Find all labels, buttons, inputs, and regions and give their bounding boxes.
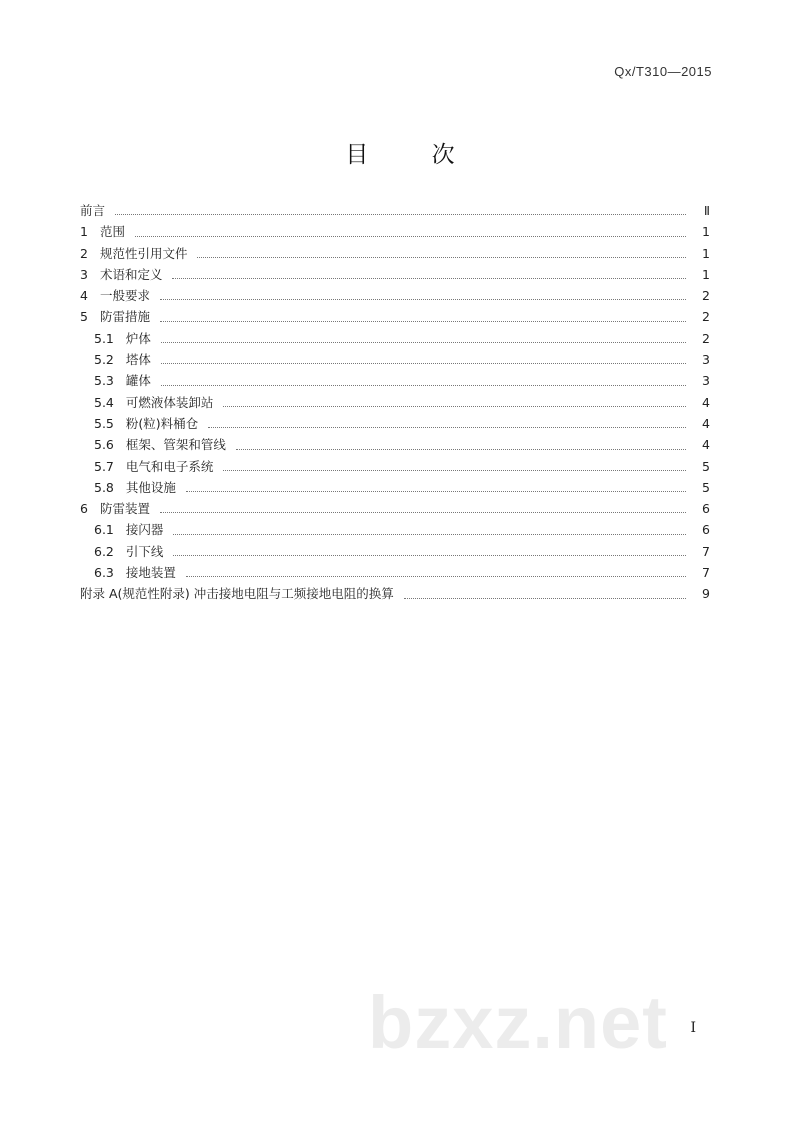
toc-entry-page: Ⅱ <box>703 203 710 218</box>
toc-entry-page: 2 <box>702 330 710 346</box>
toc-entry-number: 5.4 <box>94 394 114 410</box>
page-number: I <box>690 1020 696 1036</box>
dot-leader <box>173 555 686 556</box>
toc-entry-label: 其他设施 <box>125 479 176 495</box>
toc-entry[interactable] <box>80 562 710 583</box>
toc-entry-label: 炉体 <box>125 330 151 346</box>
toc-entry-page: 5 <box>702 479 710 495</box>
page-title: 目 次 <box>345 142 483 168</box>
toc-entry-page: 7 <box>702 565 710 581</box>
toc-entry-number: 3 <box>80 266 88 282</box>
toc-entry-page: 7 <box>702 543 710 559</box>
toc-entry-label: 防雷装置 <box>99 501 150 517</box>
toc-entry-page: 1 <box>702 224 710 240</box>
toc-entry-label: 前言 <box>80 203 106 218</box>
dot-leader <box>135 236 686 237</box>
toc-entry[interactable] <box>80 349 710 370</box>
toc-entry[interactable] <box>80 434 710 455</box>
standard-code: Qx/T310—2015 <box>614 64 712 79</box>
dot-leader <box>172 278 686 279</box>
toc-entry-page: 4 <box>702 437 710 453</box>
toc-entry-page: 2 <box>702 309 710 325</box>
table-of-contents <box>80 200 710 605</box>
dot-leader <box>186 576 686 577</box>
toc-entry[interactable] <box>80 583 710 604</box>
toc-entry[interactable] <box>80 370 710 391</box>
toc-entry[interactable] <box>80 392 710 413</box>
toc-entry-number: 1 <box>80 224 88 240</box>
toc-entry-number: 5.2 <box>94 352 114 368</box>
toc-entry-number: 2 <box>80 245 88 261</box>
toc-entry-label: 术语和定义 <box>99 266 163 282</box>
toc-entry-label: 规范性引用文件 <box>99 245 188 261</box>
dot-leader <box>404 598 686 599</box>
dot-leader <box>236 449 686 450</box>
toc-entry-page: 6 <box>702 522 710 538</box>
toc-entry-page: 4 <box>702 415 710 431</box>
dot-leader <box>115 214 686 215</box>
toc-entry-label: 接闪器 <box>125 522 164 538</box>
toc-entry-label: 罐体 <box>125 373 151 389</box>
toc-entry-number: 5.5 <box>94 415 114 431</box>
toc-entry-page: 4 <box>702 394 710 410</box>
dot-leader <box>161 363 686 364</box>
toc-entry-number: 6.2 <box>94 543 114 559</box>
dot-leader <box>223 470 686 471</box>
toc-entry[interactable] <box>80 456 710 477</box>
toc-entry-page: 3 <box>702 373 710 389</box>
toc-entry-label: 电气和电子系统 <box>125 458 214 474</box>
toc-entry[interactable] <box>80 541 710 562</box>
toc-entry[interactable] <box>80 413 710 434</box>
toc-entry-label: 一般要求 <box>99 288 150 304</box>
toc-entry[interactable] <box>80 200 710 221</box>
toc-entry[interactable] <box>80 328 710 349</box>
toc-entry-label: 接地装置 <box>125 565 176 581</box>
dot-leader <box>186 491 686 492</box>
dot-leader <box>173 534 686 535</box>
toc-entry-number: 4 <box>80 288 88 304</box>
dot-leader <box>197 257 686 258</box>
dot-leader <box>160 512 686 513</box>
toc-entry-label: 防雷措施 <box>99 309 150 325</box>
toc-entry[interactable] <box>80 477 710 498</box>
toc-entry[interactable] <box>80 498 710 519</box>
toc-entry-label: 范围 <box>99 224 125 240</box>
toc-entry-label: 框架、管架和管线 <box>125 437 226 453</box>
toc-entry-number: 5.7 <box>94 458 114 474</box>
toc-entry[interactable] <box>80 243 710 264</box>
toc-entry-page: 5 <box>702 458 710 474</box>
toc-entry[interactable] <box>80 306 710 327</box>
toc-entry-number: 5 <box>80 309 88 325</box>
toc-entry-label: 附录 A(规范性附录) 冲击接地电阻与工频接地电阻的换算 <box>80 586 394 602</box>
toc-entry-page: 1 <box>702 266 710 282</box>
toc-entry[interactable] <box>80 221 710 242</box>
toc-entry-number: 5.6 <box>94 437 114 453</box>
toc-entry-number: 5.3 <box>94 373 114 389</box>
toc-entry-number: 5.1 <box>94 330 114 346</box>
watermark: bzxz.net <box>368 981 668 1064</box>
toc-entry-number: 5.8 <box>94 479 114 495</box>
toc-entry[interactable] <box>80 519 710 540</box>
dot-leader <box>223 406 686 407</box>
toc-entry-number: 6 <box>80 501 88 517</box>
toc-entry-page: 2 <box>702 288 710 304</box>
dot-leader <box>161 385 686 386</box>
toc-entry-label: 塔体 <box>125 352 151 368</box>
dot-leader <box>208 427 686 428</box>
toc-entry-number: 6.3 <box>94 565 114 581</box>
toc-entry[interactable] <box>80 264 710 285</box>
dot-leader <box>161 342 686 343</box>
toc-entry-label: 粉(粒)料桶仓 <box>125 415 199 431</box>
toc-entry-label: 引下线 <box>125 543 164 559</box>
toc-entry-label: 可燃液体装卸站 <box>125 394 214 410</box>
toc-entry-page: 3 <box>702 352 710 368</box>
dot-leader <box>160 321 686 322</box>
toc-entry[interactable] <box>80 285 710 306</box>
toc-entry-number: 6.1 <box>94 522 114 538</box>
toc-entry-page: 6 <box>702 501 710 517</box>
toc-entry-page: 9 <box>702 586 710 602</box>
dot-leader <box>160 299 686 300</box>
toc-entry-page: 1 <box>702 245 710 261</box>
